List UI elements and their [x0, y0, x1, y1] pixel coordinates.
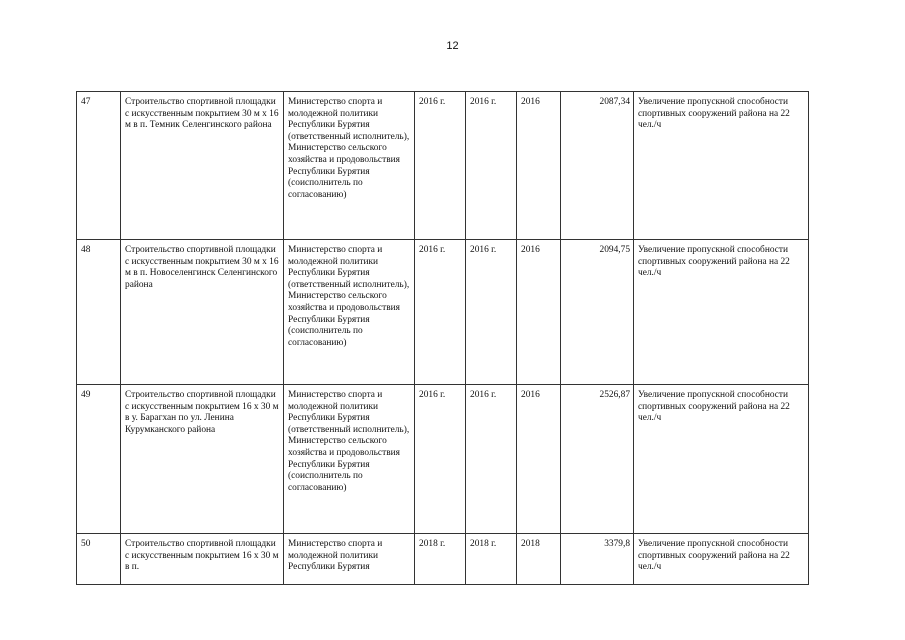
result-cell: Увеличение пропускной способности спортивных сооружений района на 22 чел./ч [634, 240, 809, 385]
end-date-cell: 2016 г. [466, 92, 517, 240]
start-date-cell: 2018 г. [415, 534, 466, 585]
row-number: 50 [77, 534, 121, 585]
activity-cell: Строительство спортивной площадки с искусственным покрытием 30 м х 16 м в п. Новоселенгинск Селенгинского района [121, 240, 284, 385]
start-date-cell: 2016 г. [415, 92, 466, 240]
activity-cell: Строительство спортивной площадки с искусственным покрытием 16 х 30 м в п. [121, 534, 284, 585]
year-cell: 2016 [517, 240, 561, 385]
program-table [76, 91, 809, 585]
start-date-cell: 2016 г. [415, 385, 466, 534]
end-date-cell: 2018 г. [466, 534, 517, 585]
executor-cell: Министерство спорта и молодежной политики Республики Бурятия [284, 534, 415, 585]
result-cell: Увеличение пропускной способности спортивных сооружений района на 22 чел./ч [634, 92, 809, 240]
amount-cell: 2094,75 [561, 240, 634, 385]
amount-cell: 2087,34 [561, 92, 634, 240]
result-cell: Увеличение пропускной способности спортивных сооружений района на 22 чел./ч [634, 385, 809, 534]
year-cell: 2016 [517, 92, 561, 240]
row-number: 47 [77, 92, 121, 240]
page-number: 12 [446, 40, 459, 52]
end-date-cell: 2016 г. [466, 385, 517, 534]
amount-cell: 2526,87 [561, 385, 634, 534]
activity-cell: Строительство спортивной площадки с искусственным покрытием 30 м х 16 м в п. Темник Селенгинского района [121, 92, 284, 240]
end-date-cell: 2016 г. [466, 240, 517, 385]
table-row [77, 534, 809, 585]
amount-cell: 3379,8 [561, 534, 634, 585]
year-cell: 2016 [517, 385, 561, 534]
table-row [77, 385, 809, 534]
start-date-cell: 2016 г. [415, 240, 466, 385]
executor-cell: Министерство спорта и молодежной политики Республики Бурятия (ответственный исполнитель), Министерство сельского хозяйства и продовольствия Республики Бурятия (соисполнитель по согласованию) [284, 240, 415, 385]
table-row [77, 240, 809, 385]
table-row [77, 92, 809, 240]
year-cell: 2018 [517, 534, 561, 585]
row-number: 48 [77, 240, 121, 385]
result-cell: Увеличение пропускной способности спортивных сооружений района на 22 чел./ч [634, 534, 809, 585]
row-number: 49 [77, 385, 121, 534]
executor-cell: Министерство спорта и молодежной политики Республики Бурятия (ответственный исполнитель), Министерство сельского хозяйства и продовольствия Республики Бурятия (соисполнитель по согласованию) [284, 92, 415, 240]
executor-cell: Министерство спорта и молодежной политики Республики Бурятия (ответственный исполнитель), Министерство сельского хозяйства и продовольствия Республики Бурятия (соисполнитель по согласованию) [284, 385, 415, 534]
activity-cell: Строительство спортивной площадки с искусственным покрытием 16 х 30 м в у. Барагхан по ул. Ленина Курумканского района [121, 385, 284, 534]
